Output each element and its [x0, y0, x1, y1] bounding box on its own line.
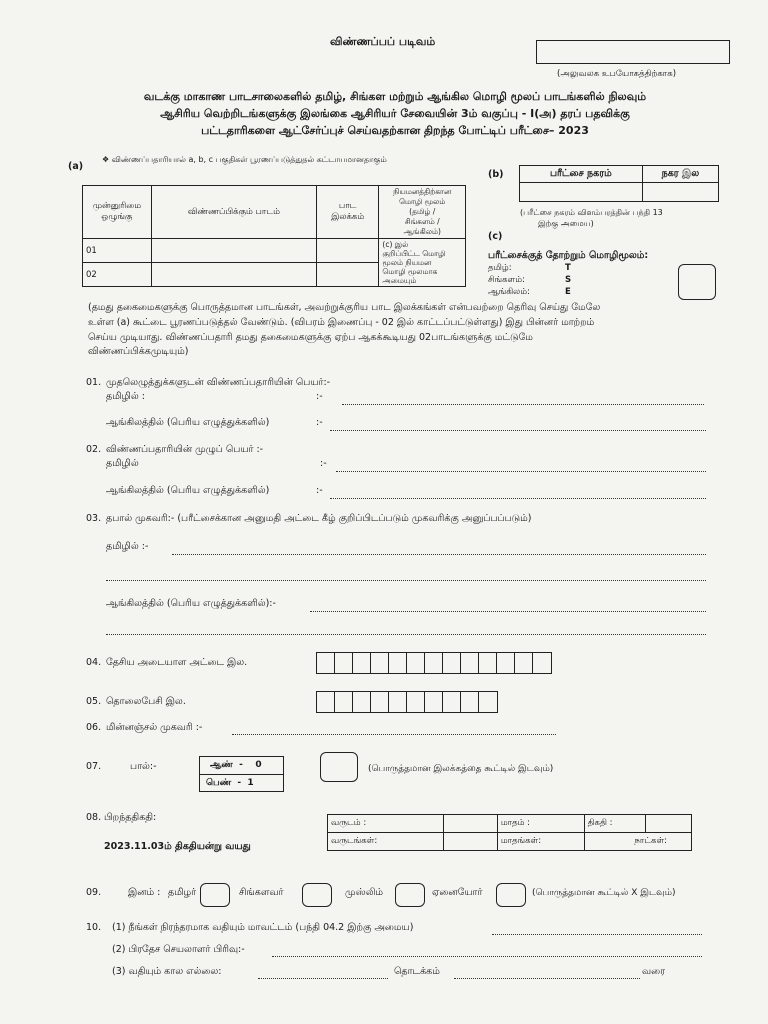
q01-label: முதலெழுத்துக்களுடன் விண்ணப்பதாரியின் பெயர்:-	[106, 377, 331, 388]
q09-number: 09.	[86, 887, 102, 898]
q01-english-colon: :-	[316, 417, 323, 428]
exam-medium-box[interactable]	[678, 264, 716, 300]
q03-english-label: ஆங்கிலத்தில் (பெரிய எழுத்துக்களில்):-	[106, 598, 276, 609]
q01-english-label: ஆங்கிலத்தில் (பெரிய எழுத்துக்களில்)	[106, 417, 270, 428]
ethnicity-sinhala-box[interactable]	[302, 883, 332, 907]
residence-to-label: வரை	[642, 966, 665, 977]
q02-tamil-label: தமிழில்	[106, 458, 139, 469]
dob-month-cell[interactable]: மாதம் :	[497, 815, 584, 833]
col-medium: நியமனத்திற்கான மொழி மூலம் (தமிழ் / சிங்களம் / ஆங்கிலம்)	[379, 186, 466, 239]
q01-tamil-label: தமிழில் :	[106, 391, 145, 402]
gender-input-box[interactable]	[320, 752, 358, 782]
q08-label: பிறந்ததிகதி:	[104, 812, 157, 823]
q02-tamil-field[interactable]	[336, 471, 706, 472]
medium-tamil-code: T	[565, 263, 571, 273]
form-title: விண்ணப்பப் படிவம்	[330, 35, 436, 48]
age-months-spacer	[443, 833, 497, 851]
ethnicity-muslim-label: முஸ்லிம்	[345, 887, 384, 898]
q10-item-2: (2) பிரதேச செயலாளர் பிரிவு:-	[112, 944, 245, 955]
section-c-label: (c)	[488, 231, 503, 242]
age-days-cell[interactable]: நாட்கள்:	[584, 833, 691, 851]
row-priority-02: 02	[83, 263, 152, 287]
gender-female-option: பெண் - 1	[206, 778, 254, 788]
email-field[interactable]	[232, 734, 556, 735]
title-line-2: ஆசிரிய வெற்றிடங்களுக்கு இலங்கை ஆசிரியர் சேவையின் 3ம் வகுப்பு - I(அ) தரப் பதவிக்கு	[160, 107, 630, 120]
ethnicity-other-label: ஏனையோர்	[432, 887, 483, 898]
residence-to-field[interactable]	[454, 978, 640, 979]
q08-number: 08.	[86, 812, 102, 823]
col-code: பாட இலக்கம்	[316, 186, 379, 239]
q03-english-field-1[interactable]	[310, 611, 706, 612]
q04-number: 04.	[86, 657, 102, 668]
instruction-line-4: விண்ணப்பிக்கமுடியும்)	[88, 346, 189, 357]
exam-city-table	[519, 165, 719, 202]
gender-male-option: ஆண் - 0	[200, 757, 283, 775]
row2-code-cell[interactable]	[316, 263, 379, 287]
ethnicity-sinhala-label: சிங்களவர்	[239, 887, 284, 898]
q03-number: 03.	[86, 513, 102, 524]
medium-tamil: தமிழ்:	[488, 263, 512, 273]
q05-number: 05.	[86, 696, 102, 707]
section-b-label: (b)	[488, 169, 504, 180]
q02-english-colon: :-	[316, 485, 323, 496]
exam-city-note-1: (பரீட்சை நகரம் விளம்பரத்தின் பந்தி 13	[520, 208, 663, 217]
q10-item-3: (3) வதியும் கால எல்லை:	[112, 966, 222, 977]
nic-number-cells[interactable]	[316, 652, 552, 674]
mandatory-note: ❖ விண்ணப்பதாரியால் a, b, c பகுதிகள் பூரணப்படுத்துதல் கட்டாயமானதாகும்	[102, 155, 387, 164]
q05-label: தொலைபேசி இல.	[106, 696, 186, 707]
row1-subject-cell[interactable]	[151, 239, 316, 263]
gender-hint: (பொருத்தமான இலக்கத்தை கூட்டில் இடவும்)	[368, 764, 554, 774]
q03-tamil-label: தமிழில் :-	[106, 541, 149, 552]
q02-english-field[interactable]	[330, 498, 706, 499]
exam-medium-title: பரீட்சைக்குத் தோற்றும் மொழிமூலம்:	[488, 250, 649, 261]
medium-note-cell: (c) இல் குறிப்பிட்ட மொழி மூலம் நியமன மொழி மூலமாக அமையும்	[379, 239, 466, 287]
residence-from-field[interactable]	[258, 978, 388, 979]
col-subject: விண்ணப்பிக்கும் பாடம்	[151, 186, 316, 239]
row-priority-01: 01	[83, 239, 152, 263]
instruction-line-3: செய்ய முடியாது. விண்ணப்பதாரி தமது தகைமைகளுக்கு ஏற்ப ஆகக்கூடியது 02பாடங்களுக்கு மட்டுமே	[88, 332, 533, 343]
dob-day-cell[interactable]: திகதி :	[584, 815, 646, 833]
q01-english-field[interactable]	[330, 430, 706, 431]
q06-label: மின்னஞ்சல் முகவரி :-	[106, 722, 203, 733]
q10-item-1: (1) நீங்கள் நிரந்தரமாக வதியும் மாவட்டம் (பந்தி 04.2 இற்கு அமைய)	[112, 922, 414, 933]
age-years-cell[interactable]: வருடங்கள்:	[328, 833, 444, 851]
dob-month-spacer	[443, 815, 497, 833]
exam-city-cell[interactable]	[520, 183, 643, 202]
age-months-cell[interactable]: மாதங்கள்:	[497, 833, 584, 851]
q03-label: தபால் முகவரி:- (பரீட்சைக்கான அனுமதி அட்டை கீழ் குறிப்பிடப்படும் முகவரிக்கு அனுப்பப்படும்)	[106, 513, 532, 524]
age-label: 2023.11.03ம் திகதியன்று வயது	[104, 841, 251, 852]
dob-age-table	[327, 814, 692, 851]
q01-tamil-field[interactable]	[342, 404, 704, 405]
title-line-1: வடக்கு மாகாண பாடசாலைகளில் தமிழ், சிங்கள மற்றும் ஆங்கில மொழி மூலப் பாடங்களில் நிலவும்	[143, 90, 647, 103]
q02-english-label: ஆங்கிலத்தில் (பெரிய எழுத்துக்களில்)	[106, 485, 270, 496]
exam-city-note-2: இற்கு அமைய)	[538, 219, 594, 228]
gender-key-box	[199, 756, 284, 792]
q07-number: 07.	[86, 761, 102, 772]
q01-number: 01.	[86, 377, 102, 388]
q02-label: விண்ணப்பதாரியின் முழுப் பெயர் :-	[106, 444, 264, 455]
district-field[interactable]	[492, 934, 702, 935]
instruction-line-1: (தமது தகைமைகளுக்கு பொருத்தமான பாடங்கள், அவற்றுக்குரிய பாட இலக்கங்கள் என்பவற்றை தெரிவு செய்து மேலே	[88, 302, 601, 313]
q03-english-field-2[interactable]	[106, 634, 706, 635]
phone-number-cells[interactable]	[316, 691, 498, 713]
q04-label: தேசிய அடையாள அட்டை இல.	[106, 657, 248, 668]
office-use-box[interactable]	[536, 40, 730, 64]
residence-from-label: தொடக்கம்	[394, 966, 440, 977]
ds-division-field[interactable]	[272, 956, 702, 957]
ethnicity-tamil-label: தமிழர்	[168, 887, 197, 898]
q09-label: இனம் :	[128, 887, 161, 898]
subject-table	[82, 185, 466, 287]
col-exam-city: பரீட்சை நகரம்	[520, 166, 643, 183]
q02-number: 02.	[86, 444, 102, 455]
q06-number: 06.	[86, 722, 102, 733]
instruction-line-2: உள்ள (a) கூட்டை பூரணப்படுத்தல் வேண்டும். (விபரம் இணைப்பு - 02 இல் காட்டப்பட்டுள்ளது) இது பின்னர் மாற்றம்	[88, 317, 595, 328]
medium-english: ஆங்கிலம்:	[488, 287, 530, 297]
ethnicity-other-box[interactable]	[496, 883, 526, 907]
title-line-3: பட்டதாரிகளை ஆட்சேர்ப்புச் செய்வதற்கான திறந்த போட்டிப் பரீட்சை– 2023	[201, 124, 589, 137]
q02-tamil-colon: :-	[320, 458, 327, 469]
q03-tamil-field-2[interactable]	[106, 580, 706, 581]
city-no-cell[interactable]	[642, 183, 718, 202]
q07-label: பால்:-	[130, 761, 157, 772]
office-use-label: (அலுவலக உபயோகத்திற்காக)	[557, 69, 677, 79]
q10-number: 10.	[86, 922, 102, 933]
dob-day-extra[interactable]	[646, 815, 692, 833]
section-a-label: (a)	[68, 161, 84, 172]
dob-year-cell[interactable]: வருடம் :	[328, 815, 444, 833]
row1-code-cell[interactable]	[316, 239, 379, 263]
ethnicity-muslim-box[interactable]	[395, 883, 425, 907]
medium-sinhala-code: S	[565, 275, 572, 285]
medium-english-code: E	[565, 287, 571, 297]
medium-sinhala: சிங்களம்:	[488, 275, 525, 285]
ethnicity-hint: (பொருத்தமான கூட்டில் X இடவும்)	[532, 888, 676, 898]
ethnicity-tamil-box[interactable]	[200, 883, 230, 907]
row2-subject-cell[interactable]	[151, 263, 316, 287]
q01-tamil-colon: :-	[316, 391, 323, 402]
col-priority: முன்னுரிமை ஒழுங்கு	[83, 186, 152, 239]
q03-tamil-field-1[interactable]	[172, 554, 706, 555]
col-city-no: நகர இல	[642, 166, 718, 183]
